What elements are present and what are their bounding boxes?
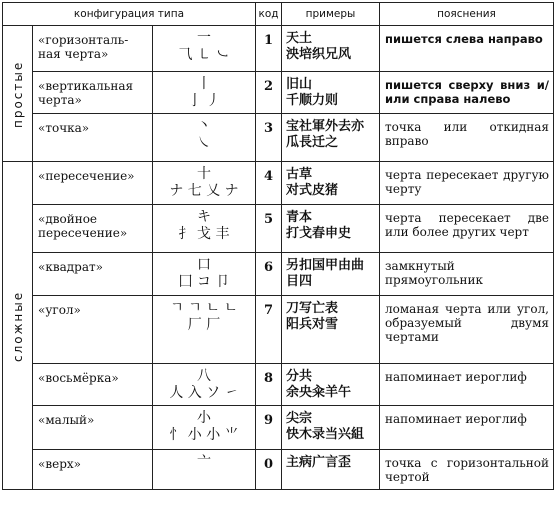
shape-main: 十	[197, 166, 211, 182]
type-examples	[282, 253, 380, 296]
stroke-classification-table	[2, 2, 554, 490]
shape-variants: ナ 七 乂 ナ	[169, 183, 239, 199]
shape-variants: 亅 丿	[187, 93, 221, 109]
type-shapes	[153, 114, 256, 162]
type-note: пишется сверху вниз и/или справа налево	[380, 72, 554, 114]
type-name: «верх»	[33, 450, 153, 490]
shape-variants: 囗 コ 卩	[178, 274, 230, 290]
table-row	[3, 205, 554, 253]
header-row	[3, 3, 554, 26]
type-note: черта пересекает две или более других черт	[380, 205, 554, 253]
header-examples: примеры	[282, 3, 380, 26]
type-shapes	[153, 205, 256, 253]
type-shapes	[153, 72, 256, 114]
shape-variants: 厂 厂	[187, 317, 221, 333]
type-shapes	[153, 406, 256, 450]
type-note: пишется слева направо	[380, 26, 554, 72]
type-code: 6	[256, 253, 282, 296]
type-examples	[282, 296, 380, 364]
examples-line-2: 打戈春申史	[286, 226, 352, 241]
shape-main: 丶	[197, 118, 211, 134]
shape-main: 亠	[197, 454, 211, 470]
shape-variants: ⺄ ㇄ ㇃	[178, 47, 230, 63]
shape-main: キ	[197, 209, 211, 225]
examples-line-2: 目四	[286, 274, 313, 289]
examples-line-2: 泱培织兄风	[286, 47, 352, 62]
table-row	[3, 296, 554, 364]
shape-variants: 人 入 ソ ㇀	[169, 385, 239, 401]
type-name: «точка»	[33, 114, 153, 162]
type-examples	[282, 72, 380, 114]
examples-line-2: 千顺力则	[286, 93, 339, 108]
type-note: замкнутый прямоугольник	[380, 253, 554, 296]
examples-line-1: 旧山	[286, 77, 313, 92]
shape-main: 一	[197, 30, 211, 46]
group-label-simple: простые	[3, 26, 33, 162]
type-shapes	[153, 364, 256, 406]
shape-variants: 扌 戈 丰	[178, 226, 230, 242]
type-name: «вертикальная черта»	[33, 72, 153, 114]
shape-main: 小	[197, 410, 211, 426]
type-name: «пересечение»	[33, 162, 153, 205]
type-shapes	[153, 162, 256, 205]
examples-line-1: 天土	[286, 31, 313, 46]
examples-line-2: 对式皮猪	[286, 183, 339, 198]
type-note: черта пересекает другую черту	[380, 162, 554, 205]
type-code: 0	[256, 450, 282, 490]
type-examples	[282, 450, 380, 490]
type-note: точка с горизонтальной чертой	[380, 450, 554, 490]
type-code: 2	[256, 72, 282, 114]
examples-line-2: 快木录当兴組	[286, 427, 365, 442]
type-code: 7	[256, 296, 282, 364]
type-name: «горизонталь-ная черта»	[33, 26, 153, 72]
type-shapes	[153, 450, 256, 490]
type-note: напоминает иероглиф	[380, 406, 554, 450]
examples-line-1: 主病广言歪	[286, 455, 352, 470]
type-examples	[282, 406, 380, 450]
type-examples	[282, 114, 380, 162]
type-shapes	[153, 26, 256, 72]
table-row	[3, 406, 554, 450]
type-code: 8	[256, 364, 282, 406]
type-code: 9	[256, 406, 282, 450]
table-row	[3, 26, 554, 72]
examples-line-1: 尖宗	[286, 411, 313, 426]
examples-line-1: 青本	[286, 210, 313, 225]
shape-variants: ㇏	[197, 135, 211, 151]
table-row	[3, 162, 554, 205]
examples-line-2: 瓜長迁之	[286, 135, 339, 150]
type-name: «малый»	[33, 406, 153, 450]
table-row	[3, 450, 554, 490]
examples-line-2: 阳兵对雪	[286, 317, 339, 332]
type-name: «двойное пересечение»	[33, 205, 153, 253]
shape-main: 丨	[197, 76, 211, 92]
header-notes: пояснения	[380, 3, 554, 26]
group-label-complex: сложные	[3, 162, 33, 490]
table-row	[3, 364, 554, 406]
type-examples	[282, 364, 380, 406]
type-code: 4	[256, 162, 282, 205]
type-note: точка или откидная вправо	[380, 114, 554, 162]
type-examples	[282, 205, 380, 253]
examples-line-2: 余央籴羊午	[286, 385, 352, 400]
type-examples	[282, 162, 380, 205]
type-examples	[282, 26, 380, 72]
shape-main: 八	[197, 368, 211, 384]
shape-main: 口	[197, 257, 211, 273]
type-code: 1	[256, 26, 282, 72]
examples-line-1: 刀写亡表	[286, 301, 339, 316]
type-name: «восьмёрка»	[33, 364, 153, 406]
type-note: ломаная черта или угол, образуемый двумя чертами	[380, 296, 554, 364]
examples-line-1: 宝社軍外去亦	[286, 119, 365, 134]
type-code: 3	[256, 114, 282, 162]
type-name: «угол»	[33, 296, 153, 364]
table-row	[3, 253, 554, 296]
table-row	[3, 114, 554, 162]
shape-main: ㄱ ㄱ ㄴ ㄴ	[170, 300, 238, 316]
type-shapes	[153, 253, 256, 296]
type-code: 5	[256, 205, 282, 253]
examples-line-1: 分共	[286, 369, 313, 384]
shape-variants: 忄 小 小 ⺌	[169, 427, 239, 443]
header-configuration: конфигурация типа	[3, 3, 256, 26]
type-note: напоминает иероглиф	[380, 364, 554, 406]
table-row	[3, 72, 554, 114]
header-code: код	[256, 3, 282, 26]
type-shapes	[153, 296, 256, 364]
examples-line-1: 另扣国甲由曲	[286, 258, 365, 273]
examples-line-1: 古草	[286, 167, 313, 182]
type-name: «квадрат»	[33, 253, 153, 296]
